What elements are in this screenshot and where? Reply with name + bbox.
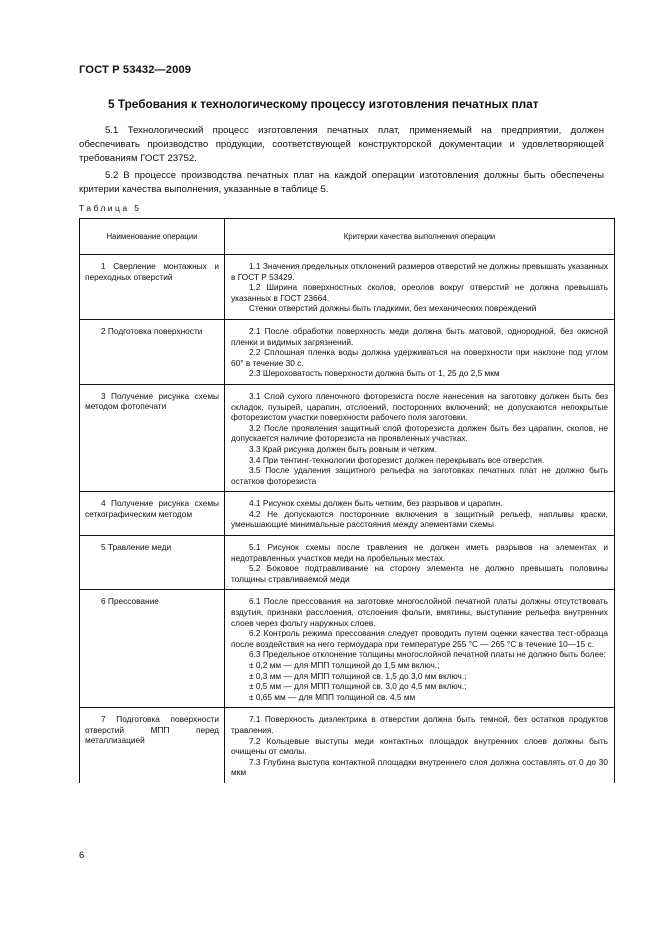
paragraph-5-2: 5.2 В процессе производства печатных плат на каждой операции изготовления должны быть обеспечены критерии качества выполнения, указанные в таблице 5. bbox=[79, 170, 604, 196]
page-number: 6 bbox=[79, 850, 85, 861]
criterion-line: 3.5 После удаления защитного рельефа на заготовках печатных плат не должно быть остатков фоторезиста bbox=[231, 465, 608, 486]
criterion-line: 1.1 Значения предельных отклонений размеров отверстий не должны превышать указанных в ГОСТ Р 53429. bbox=[231, 261, 608, 282]
criterion-line: 3.1 Слой сухого пленочного фоторезиста после нанесения на заготовку должен быть без складок, пузырей, царапин, отслоений, посторонних включений; не допускаются непокрытые фоторезистом участки поверхности рабочего поля заготовки. bbox=[231, 390, 608, 423]
table-caption: Таблица 5 bbox=[79, 203, 142, 213]
criteria-cell bbox=[225, 255, 615, 320]
operation-name: 1 Сверление монтажных и переходных отверстий bbox=[85, 261, 219, 282]
operation-cell bbox=[80, 536, 225, 590]
operation-cell bbox=[80, 590, 225, 708]
criterion-line: 5.1 Рисунок схемы после травления не должен иметь разрывов на элементах и недотравленных участков меди на пробельных местах. bbox=[231, 542, 608, 563]
table-row bbox=[80, 708, 615, 783]
section-title: 5 Требования к технологическому процессу изготовления печатных плат bbox=[108, 97, 539, 111]
criteria-cell bbox=[225, 536, 615, 590]
criterion-line: 6.1 После прессования на заготовке многослойной печатной платы должны отсутствовать вздутия, признаки расслоения, отслоения фольги, вмятины, выступание рельефа внутренних слоев через фольгу наружных слоев. bbox=[231, 596, 608, 628]
table-row bbox=[80, 492, 615, 536]
table-row bbox=[80, 255, 615, 320]
operation-name: 2 Подготовка поверхности bbox=[101, 325, 203, 336]
operation-name: 7 Подготовка поверхности отверстий МПП перед металлизацией bbox=[85, 714, 219, 746]
criterion-line: Стенки отверстий должны быть гладкими, без механических повреждений bbox=[249, 303, 537, 314]
criterion-line: ± 0,65 мм — для МПП толщиной св. 4,5 мм bbox=[249, 691, 416, 702]
standard-header: ГОСТ Р 53432—2009 bbox=[79, 64, 192, 76]
criteria-cell bbox=[225, 708, 615, 783]
table-header-row bbox=[80, 219, 615, 255]
criterion-line: 2.2 Сплошная пленка воды должна удерживаться на поверхности при наклоне под углом 60° в течение 30 с. bbox=[231, 347, 608, 368]
criterion-line: 7.2 Кольцевые выступы меди контактных площадок внутренних слоев должны быть очищены от смолы. bbox=[231, 735, 608, 757]
criterion-line: 5.2 Боковое подтравливание на сторону элемента не должно превышать половины толщины стравливаемой меди bbox=[231, 563, 608, 584]
criterion-line: 2.3 Шероховатость поверхности должна быть от 1, 25 до 2,5 мкм bbox=[249, 368, 500, 379]
criterion-line: 1.2 Ширина поверхностных сколов, ореолов вокруг отверстий не должна превышать указанных в ГОСТ 23664. bbox=[231, 282, 608, 303]
criterion-line: 3.4 При тентинг-технологии фоторезист должен перекрывать все отверстия. bbox=[249, 454, 545, 465]
table-row bbox=[80, 319, 615, 384]
operation-cell bbox=[80, 255, 225, 320]
criterion-line: ± 0,2 мм — для МПП толщиной до 1,5 мм включ.; bbox=[249, 660, 440, 670]
criterion-line: 4.1 Рисунок схемы должен быть четким, без разрывов и царапин. bbox=[249, 498, 503, 509]
criterion-line: 4.2 Не допускаются посторонние включения в защитный рельеф, наплывы краски, уменьшающие минимальные расстояния между элементами схемы bbox=[231, 508, 608, 530]
operation-name: 5 Травление меди bbox=[101, 542, 172, 553]
operation-cell bbox=[80, 492, 225, 536]
header-operation: Наименование операции bbox=[80, 219, 225, 255]
criteria-cell bbox=[225, 319, 615, 384]
operation-name: 4 Получение рисунка схемы сеткографическим методом bbox=[85, 498, 219, 519]
criteria-cell bbox=[225, 590, 615, 708]
operation-cell bbox=[80, 708, 225, 783]
table-row bbox=[80, 384, 615, 491]
criterion-line: 6.2 Контроль режима прессования следует проводить путем оценки качества тест-образца после воздействия на него термоудара при температуре 255 °С — 265 °С в течение 10—15 с. bbox=[231, 628, 608, 649]
paragraph-5-1: 5.1 Технологический процесс изготовления печатных плат, применяемый на предприятии, должен обеспечивать производство продукции, соответствующей конструкторской документации и удовлетворяющей требованиям ГОСТ 23752. bbox=[79, 125, 604, 165]
criterion-line: 2.1 После обработки поверхность меди должна быть матовой, однородной, без окисной пленки и видимых загрязнений. bbox=[231, 325, 608, 347]
operation-name: 6 Прессование bbox=[101, 596, 159, 607]
criterion-line: 7.3 Глубина выступа контактной площадки внутреннего слоя должна составлять от 0 до 30 мкм bbox=[231, 756, 608, 778]
table-row bbox=[80, 536, 615, 590]
operation-cell bbox=[80, 384, 225, 491]
table-row bbox=[80, 590, 615, 708]
criterion-line: 6.3 Предельное отклонение толщины многослойной печатной платы не должно быть более: bbox=[249, 649, 606, 660]
criteria-cell bbox=[225, 492, 615, 536]
operation-name: 3 Получение рисунка схемы методом фотопечати bbox=[85, 390, 219, 412]
criteria-cell bbox=[225, 384, 615, 491]
operation-cell bbox=[80, 319, 225, 384]
criterion-line: ± 0,5 мм — для МПП толщиной св. 3,0 до 4,5 мм включ.; bbox=[249, 681, 467, 692]
criterion-line: ± 0,3 мм — для МПП толщиной св. 1,5 до 3,0 мм включ.; bbox=[249, 670, 467, 681]
criterion-line: 3.2 После проявления защитный слой фоторезиста должен быть без царапин, сколов, не допускается наличие фоторезиста на проявленных участках. bbox=[231, 422, 608, 444]
header-criteria: Критерии качества выполнения операции bbox=[225, 219, 615, 255]
criterion-line: 7.1 Поверхность диэлектрика в отверстии должна быть темной, без остатков продуктов травления. bbox=[231, 714, 608, 735]
criterion-line: 3.3 Край рисунка должен быть ровным и четким. bbox=[249, 443, 437, 454]
criteria-table bbox=[79, 218, 615, 783]
